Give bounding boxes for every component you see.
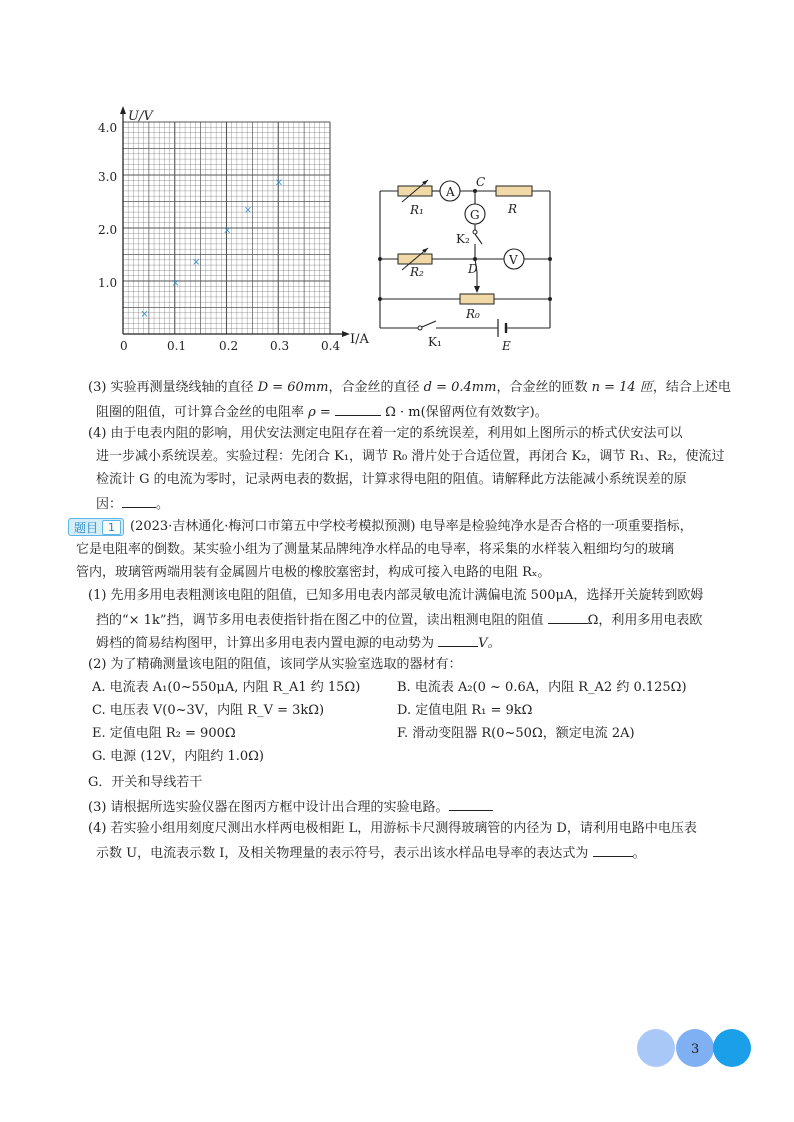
switch-k1-label: K₁	[428, 335, 442, 349]
switch-k1	[422, 321, 436, 327]
p4-answer-blank[interactable]	[593, 842, 633, 857]
p3-line	[88, 796, 493, 818]
data-point: ×	[171, 278, 180, 290]
pager-circle-left	[637, 1029, 675, 1067]
data-points	[140, 177, 283, 319]
p1-text: 姆档的简易结构图甲，计算出多用电表内置电源的电动势为	[96, 636, 435, 651]
option-a: A. 电流表 A₁(0~550μA, 内阻 R_A1 约 15Ω)	[92, 680, 361, 695]
g-switch-line: G．开关和导线若干	[88, 775, 203, 790]
p1-resistance-blank[interactable]	[548, 609, 588, 624]
option-d: D. 定值电阻 R₁ = 9kΩ	[397, 703, 533, 718]
q4-line-1: (4) 由于电表内阻的影响，用伏安法测定电阻存在着一定的系统误差，利用如上图所示的桥式伏安法可以	[88, 426, 683, 441]
x-tick-label: 0.4	[321, 339, 341, 353]
y-tick-label: 3.0	[98, 170, 118, 184]
x-tick-label: 0.2	[219, 339, 239, 353]
page-number-badge	[636, 1028, 754, 1068]
x-tick-label: 0.1	[167, 339, 187, 353]
q3-text: ，结合上述电	[652, 380, 731, 395]
pager-circle-right	[713, 1029, 751, 1067]
galvanometer-label: G	[470, 208, 480, 222]
data-point: ×	[223, 225, 232, 237]
x-tick-label: 0.3	[270, 339, 290, 353]
switch-k2	[475, 234, 482, 244]
node-d-label: D	[468, 262, 478, 276]
p3-text: (3) 请根据所选实验仪器在图丙方框中设计出合理的实验电路。	[88, 800, 449, 815]
p1-line-2	[96, 609, 702, 631]
p1-text: Ω，利用多用电表欧	[587, 613, 703, 628]
y-axis-arrow	[120, 106, 126, 114]
q4-text: 因：	[96, 497, 123, 512]
u-i-graph	[96, 100, 376, 360]
battery-e-label: E	[502, 339, 511, 353]
q3-line-1	[88, 378, 731, 398]
problem-tag-label: 题目	[74, 520, 99, 535]
y-tick-label: 4.0	[98, 121, 118, 135]
page-number: 3	[691, 1042, 700, 1057]
q4-line-4	[96, 493, 169, 515]
resistor-r1-label: R₁	[410, 203, 424, 217]
q3-wire-diameter-value: d = 0.4mm	[423, 380, 497, 395]
p1-text: 挡的“× 1k”挡，调节多用电表使指针指在图乙中的位置，读出粗测电阻的阻值	[96, 613, 544, 628]
problem-line-2: 它是电阻率的倒数。某实验小组为了测量某品牌纯净水样品的电导率，将采集的水样装入粗细均匀的玻璃	[76, 542, 675, 557]
q3-text: (3) 实验再测量绕线轴的直径	[88, 380, 254, 395]
q3-text: ，合金丝的匝数	[496, 380, 588, 395]
rheostat-r0	[460, 294, 494, 304]
option-e: E. 定值电阻 R₂ = 900Ω	[92, 726, 236, 741]
problem-tag-number: 1	[102, 520, 121, 535]
q3-diameter-value: D = 60mm	[257, 380, 329, 395]
y-axis-label: U/V	[128, 109, 153, 124]
q3-answer-blank[interactable]	[335, 401, 381, 416]
rheostat-r0-label: R₀	[466, 307, 480, 321]
problem-tag	[68, 518, 124, 536]
p3-answer-blank[interactable]	[449, 796, 493, 811]
problem-line-1: (2023·吉林通化·梅河口市第五中学校考模拟预测) 电导率是检验纯净水是否合格的一项重要指标，	[130, 519, 693, 534]
data-point: ×	[191, 256, 201, 268]
p4-text: 。	[632, 846, 646, 861]
p4-text: 示数 U，电流表示数 I，及相关物理量的表示符号，表示出该水样品电导率的表达式为	[96, 846, 589, 861]
resistor-r-label: R	[508, 202, 518, 216]
p4-line-1: (4) 若实验小组用刻度尺测出水样两电极相距 L，用游标卡尺测得玻璃管的内径为 D，请利用电路中电压表	[88, 821, 697, 836]
q3-turns-value: n = 14 匝	[591, 380, 653, 395]
data-point: ×	[140, 308, 149, 320]
bridge-circuit-diagram	[370, 168, 570, 358]
y-tick-label: 1.0	[98, 276, 118, 290]
problem-line-3: 管内，玻璃管两端用装有金属圆片电极的橡胶塞密封，构成可接入电路的电阻 Rₓ。	[76, 565, 551, 580]
q4-line-3: 检流计 G 的电流为零时，记录两电表的数据，计算求得电阻的阻值。请解释此方法能减小系统误差的原	[96, 472, 687, 487]
ammeter-label: A	[446, 185, 455, 199]
slider-arrow-r0	[474, 286, 480, 293]
option-g: G. 电源 (12V，内阻约 1.0Ω)	[92, 749, 264, 764]
data-point: ×	[274, 177, 284, 189]
p1-text: V。	[478, 636, 501, 651]
x-axis-label: I/A	[350, 332, 369, 347]
node-c-label: C	[476, 175, 486, 189]
x-axis-arrow	[342, 331, 350, 337]
y-tick-label: 2.0	[98, 223, 118, 237]
option-b: B. 电流表 A₂(0 ~ 0.6A，内阻 R_A2 约 0.125Ω)	[397, 680, 687, 695]
resistor-r	[496, 186, 532, 196]
p4-line-2	[96, 842, 646, 864]
q3-text: ，合金丝的直径	[328, 380, 420, 395]
q4-text: 。	[156, 497, 170, 512]
option-c: C. 电压表 V(0~3V，内阻 R_V = 3kΩ)	[92, 703, 325, 718]
voltmeter-label: V	[509, 253, 518, 267]
origin-label: 0	[120, 339, 128, 353]
q3-line-2	[96, 401, 548, 423]
p1-line-3	[96, 632, 501, 654]
switch-k2-label: K₂	[456, 232, 470, 246]
q4-line-2: 进一步减小系统误差。实验过程：先闭合 K₁，调节 R₀ 滑片处于合适位置，再闭合 K₂，调节 R₁、R₂，使流过	[96, 449, 725, 464]
option-f: F. 滑动变阻器 R(0~50Ω，额定电流 2A)	[397, 726, 635, 741]
resistor-r2-label: R₂	[410, 265, 424, 279]
p1-emf-blank[interactable]	[438, 632, 478, 647]
q3-text: 阻圈的阻值，可计算合金丝的电阻率	[96, 405, 305, 420]
data-point: ×	[243, 204, 253, 216]
q3-rho-symbol: ρ =	[308, 405, 331, 420]
p1-line-1: (1) 先用多用电表粗测该电阻的阻值，已知多用电表内部灵敏电流计满偏电流 500μA，选择开关旋转到欧姆	[88, 588, 704, 603]
q3-text: Ω · m(保留两位有效数字)。	[385, 405, 548, 420]
p2-line: (2) 为了精确测量该电阻的阻值，该同学从实验室选取的器材有：	[88, 657, 462, 672]
q4-answer-blank[interactable]	[122, 493, 156, 508]
